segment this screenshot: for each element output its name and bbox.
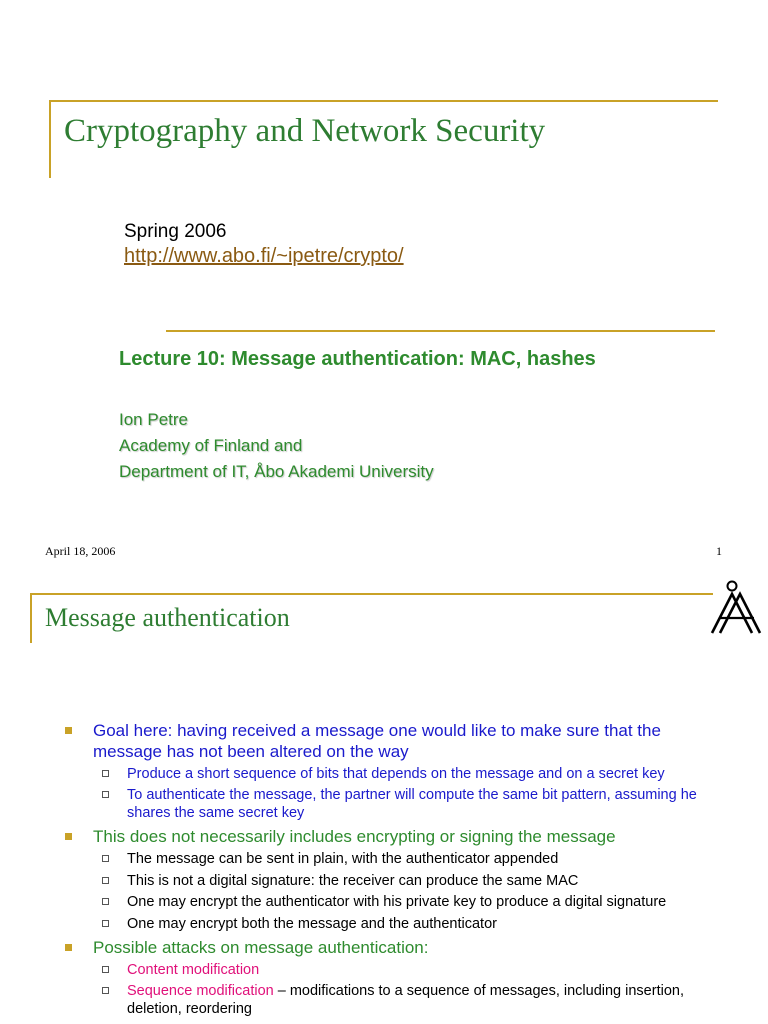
list-item	[102, 765, 702, 783]
bullet-text: Goal here: having received a message one would like to make sure that the message has not been altered on the way	[93, 721, 661, 761]
bullet-text: One may encrypt both the message and the authenticator	[127, 916, 497, 932]
list-item	[102, 872, 702, 890]
list-item	[65, 720, 685, 762]
bullet-hollow-square-icon	[102, 877, 109, 884]
bullet-hollow-square-icon	[102, 791, 109, 798]
slide2-accent-vertical	[30, 593, 32, 643]
bullet-hollow-square-icon	[102, 898, 109, 905]
bullet-hollow-square-icon	[102, 966, 109, 973]
list-item	[102, 850, 702, 868]
divider-line	[166, 330, 715, 332]
bullet-text: The message can be sent in plain, with the authenticator appended	[127, 851, 559, 867]
bullet-text: Content modification	[127, 962, 260, 978]
list-item	[102, 915, 702, 933]
bullet-text	[127, 982, 702, 1018]
lecture-heading: Lecture 10: Message authentication: MAC, hashes	[119, 348, 596, 370]
bullet-text: This does not necessarily includes encrypting or signing the message	[93, 827, 616, 846]
bullet-text: Produce a short sequence of bits that depends on the message and on a secret key	[127, 766, 665, 782]
slide2-title: Message authentication	[45, 603, 290, 632]
bullet-text: To authenticate the message, the partner will compute the same bit pattern, assuming he shares the same secret key	[127, 787, 697, 821]
title-accent-horizontal	[49, 100, 718, 102]
bullet-term: Sequence modification	[127, 983, 274, 999]
list-item	[65, 826, 685, 847]
list-item	[65, 937, 685, 958]
bullet-square-icon	[65, 944, 72, 951]
course-term: Spring 2006	[124, 221, 227, 242]
list-item	[102, 893, 702, 911]
bullet-text: Possible attacks on message authentication:	[93, 938, 429, 957]
bullet-text: One may encrypt the authenticator with his private key to produce a digital signature	[127, 894, 667, 910]
bullet-hollow-square-icon	[102, 920, 109, 927]
bullet-square-icon	[65, 727, 72, 734]
list-item	[102, 961, 702, 979]
university-logo-icon	[708, 578, 764, 636]
author-affiliation-2: Department of IT, Åbo Akademi University	[119, 462, 434, 481]
list-item	[102, 982, 702, 1018]
course-url-link[interactable]: http://www.abo.fi/~ipetre/crypto/	[124, 245, 404, 267]
footer-date: April 18, 2006	[45, 544, 116, 558]
bullet-hollow-square-icon	[102, 987, 109, 994]
list-item	[102, 786, 702, 822]
author-name: Ion Petre	[119, 410, 188, 429]
bullet-text: This is not a digital signature: the receiver can produce the same MAC	[127, 873, 579, 889]
bullet-hollow-square-icon	[102, 855, 109, 862]
page-number: 1	[716, 544, 722, 558]
bullet-hollow-square-icon	[102, 770, 109, 777]
author-affiliation-1: Academy of Finland and	[119, 436, 303, 455]
title-accent-vertical	[49, 100, 51, 178]
bullet-description: – modifications to a sequence of messages, including insertion, deletion, reordering	[127, 983, 684, 1017]
slide-title: Cryptography and Network Security	[64, 113, 546, 149]
slide2-accent-horizontal	[30, 593, 713, 595]
bullet-square-icon	[65, 833, 72, 840]
